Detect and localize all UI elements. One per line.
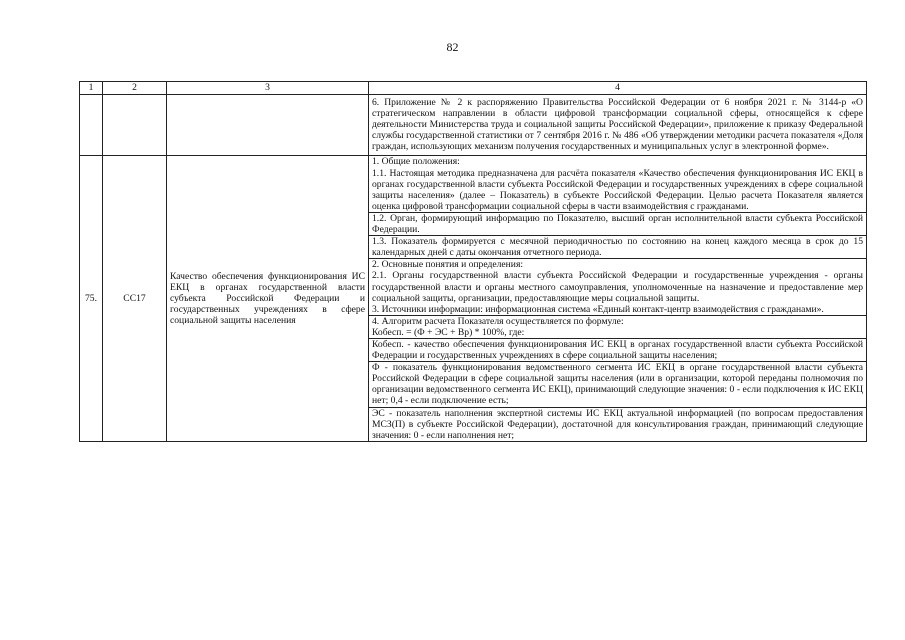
table-header-row bbox=[80, 82, 867, 95]
methodology-cell bbox=[369, 156, 867, 441]
document-table bbox=[79, 81, 867, 442]
continuation-col-1 bbox=[80, 95, 103, 156]
formula: Кобесп. = (Ф + ЭС + Вр) * 100%, где: bbox=[372, 326, 525, 338]
methodology-paragraph: 1. Общие положения: bbox=[372, 156, 460, 168]
methodology-paragraph: ЭС - показатель наполнения экспертной системы ИС ЕКЦ актуальной информацией (по вопросам предоставления МСЗ(П) в субъекте Российской Федерации), достаточной для консультирования граждан, принимающий следующие значения: 0 - если наполнения нет; bbox=[369, 407, 866, 441]
page-number: 82 bbox=[446, 40, 459, 54]
continuation-row bbox=[80, 95, 867, 156]
methodology-paragraph: 4. Алгоритм расчета Показателя осуществляется по формуле: bbox=[369, 315, 866, 327]
methodology-paragraph: 1.2. Орган, формирующий информацию по Показателю, высший орган исполнительной власти субъекта Российской Федерации. bbox=[369, 212, 866, 235]
continuation-col-2 bbox=[103, 95, 167, 156]
methodology-paragraph: 2.1. Органы государственной власти субъекта Российской Федерации и государственные учреждения - органы государственной власти и органы местного самоуправления, уполномоченные на назначение и предоставление мер социальной защиты, организации, предоставляющие меры социальной защиты. bbox=[372, 270, 863, 304]
methodology-paragraph: Ф - показатель функционирования ведомственного сегмента ИС ЕКЦ в органе государственной власти субъекта Российской Федерации в сфере социальной защиты населения (или в организации, которой переданы полномочия по организации ведомственного сегмента ИС ЕКЦ), принимающий следующие значения: 0 - если подключения к ИС ЕКЦ нет; 0,4 - если подключение есть; bbox=[369, 361, 866, 406]
header-col-1: 1 bbox=[80, 82, 103, 95]
header-col-4: 4 bbox=[369, 82, 867, 95]
methodology-paragraph: 2. Основные понятия и определения: bbox=[369, 258, 866, 270]
methodology-paragraph: Кобесп. - качество обеспечения функционирования ИС ЕКЦ в органах государственной власти субъекта Российской Федерации и государственных учреждениях в сфере социальной защиты населения; bbox=[369, 338, 866, 361]
header-col-3: 3 bbox=[167, 82, 369, 95]
methodology-paragraph: 1.1. Настоящая методика предназначена для расчёта показателя «Качество обеспечения функционирования ИС ЕКЦ в органах государственной власти субъекта Российской Федерации и государственных учреждениях в сфере социальной защиты населения» (далее – Показатель) в субъекте Российской Федерации. Целью расчета Показателя является оценка цифровой трансформации социальной сферы в части взаимодействия с гражданами. bbox=[372, 167, 863, 212]
methodology-paragraph: 1.3. Показатель формируется с месячной периодичностью по состоянию на конец каждого месяца в срок до 15 календарных дней с даты окончания отчетного периода. bbox=[369, 235, 866, 258]
table-row bbox=[80, 156, 867, 441]
methodology-paragraph: 3. Источники информации: информационная система «Единый контакт-центр взаимодействия с гражданами». bbox=[372, 303, 824, 315]
indicator-code: СС17 bbox=[103, 156, 167, 441]
header-col-2: 2 bbox=[103, 82, 167, 95]
indicator-name: Качество обеспечения функционирования ИС ЕКЦ в органах государственной власти субъекта Российской Федерации и государственных учреждениях в сфере социальной защиты населения bbox=[167, 156, 369, 441]
row-number: 75. bbox=[80, 156, 103, 441]
continuation-col-3 bbox=[167, 95, 369, 156]
continuation-text: 6. Приложение № 2 к распоряжению Правительства Российской Федерации от 6 ноября 2021 г. № 3144-р «О стратегическом направлении в области цифровой трансформации социальной сферы, относящейся к сфере деятельности Министерства труда и социальной защиты Российской Федерации», приложение к приказу Федеральной службы государственной статистики от 7 сентября 2016 г. № 486 «Об утверждении методики расчета показателя «Доля граждан, использующих механизм получения государственных и муниципальных услуг в электронной форме». bbox=[369, 95, 867, 156]
